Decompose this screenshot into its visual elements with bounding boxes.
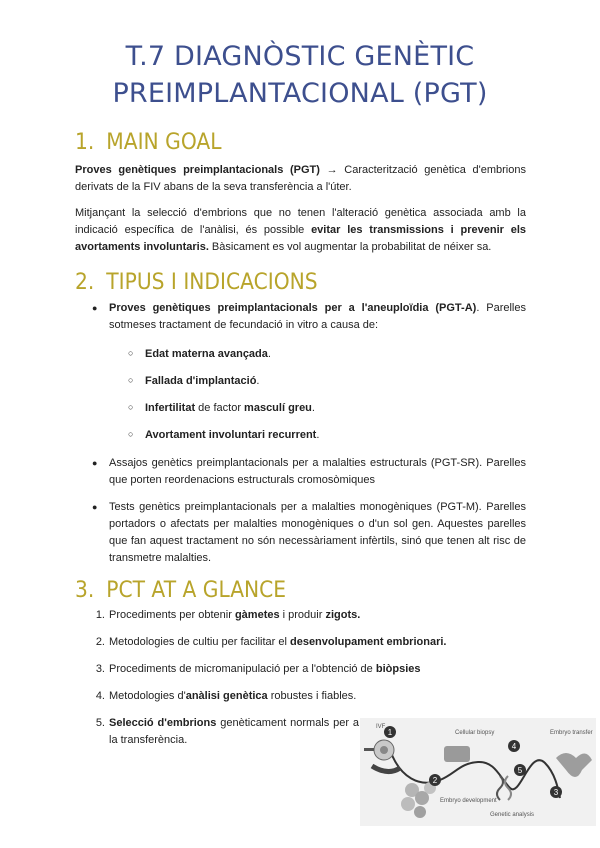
section-number: 1.	[75, 130, 95, 155]
bold-text: Selecció d'embrions	[109, 717, 217, 729]
text: .	[316, 429, 320, 441]
label-embryo-development: Embryo development	[440, 798, 497, 804]
list-item	[95, 634, 447, 651]
text: .	[256, 375, 260, 387]
biopsy-tool-icon	[444, 746, 470, 762]
bold-text: desenvolupament embrionari.	[289, 636, 447, 648]
sub-bullet-edat	[128, 346, 271, 363]
section-heading-main-goal	[75, 130, 222, 156]
step-badge	[384, 726, 396, 738]
sub-bullet-infertilitat	[128, 400, 315, 417]
bold-text: masculí greu	[244, 402, 312, 414]
bullet-icon: ●	[92, 458, 98, 468]
svg-text:2: 2	[432, 776, 438, 785]
bullet-pgt-sr	[92, 455, 526, 489]
circle-bullet-icon: ○	[128, 375, 134, 385]
bold-text: Fallada d'implantació	[145, 375, 257, 387]
svg-text:5: 5	[517, 766, 523, 775]
text: de factor	[195, 402, 245, 414]
text: Metodologies de cultiu per facilitar el	[109, 636, 290, 648]
title-line-1: T.7 DIAGNÒSTIC GENÈTIC	[125, 41, 475, 72]
list-item	[95, 661, 421, 678]
bold-text: zigots.	[325, 609, 361, 621]
bold-text: biòpsies	[375, 663, 421, 675]
bullet-pgt-m	[92, 499, 526, 567]
bold-text: Proves genètiques preimplantacionals per a l'aneuploïdia (PGT-A)	[109, 302, 477, 314]
list-number: 2.	[95, 636, 105, 648]
text: Tests genètics preimplantacionals per a malalties monogèniques (PGT-M). Parelles portadors o afectats per malalties monogèniques o d'un sol gen. Aquestes parelles que fan aquest tractament no són necessàriament infèrtils, sinó que tenen alt risc de transmetre malalties.	[109, 501, 526, 564]
svg-text:3: 3	[553, 788, 559, 797]
circle-bullet-icon: ○	[128, 348, 134, 358]
section-number: 2.	[75, 270, 95, 295]
uterus-icon	[556, 753, 592, 777]
pgt-diagram	[360, 718, 596, 826]
svg-text:1: 1	[387, 728, 393, 737]
bullet-icon: ●	[92, 502, 98, 512]
section-heading-tipus	[75, 270, 318, 296]
list-number: 1.	[95, 609, 105, 621]
page-title	[0, 38, 600, 112]
step-badge	[550, 786, 562, 798]
section-heading-pct	[75, 578, 286, 604]
bold-text: Proves genètiques preimplantacionals (PGT)	[75, 164, 320, 176]
text: i produir	[279, 609, 326, 621]
section-title: TIPUS I INDICACIONS	[106, 270, 318, 295]
bullet-pgt-a	[92, 300, 526, 334]
title-line-2: PREIMPLANTACIONAL (PGT)	[112, 78, 488, 109]
list-number: 4.	[95, 690, 105, 702]
label-cellular-biopsy: Cellular biopsy	[455, 730, 495, 736]
bold-text: Avortament involuntari recurrent	[145, 429, 317, 441]
label-genetic-analysis: Genetic analysis	[490, 812, 535, 818]
list-number: 3.	[95, 663, 105, 675]
text: Procediments de micromanipulació per a l'obtenció de	[109, 663, 376, 675]
text: → Caracterització genètica d'embrions derivats de la FIV abans de la seva transferència a l'úter.	[75, 164, 526, 193]
step-badge	[514, 764, 526, 776]
text: Procediments per obtenir	[109, 609, 235, 621]
bold-text: gàmetes	[234, 609, 280, 621]
list-item	[95, 715, 359, 749]
text: Assajos genètics preimplantacionals per a malalties estructurals (PGT-SR). Parelles que porten reordenacions estructurals cromosòmiques	[109, 457, 526, 486]
svg-text:4: 4	[511, 742, 517, 751]
section-title: PCT AT A GLANCE	[106, 578, 287, 603]
section-title: MAIN GOAL	[106, 130, 222, 155]
pgt-process-figure	[360, 718, 596, 826]
bullet-icon: ●	[92, 303, 98, 313]
bold-text: Edat materna avançada	[145, 348, 268, 360]
sub-bullet-fallada	[128, 373, 260, 390]
bold-text: Infertilitat	[145, 402, 196, 414]
text: .	[311, 402, 315, 414]
list-item	[95, 607, 361, 624]
circle-bullet-icon: ○	[128, 402, 134, 412]
label-ivf: IVF	[376, 724, 386, 730]
list-item	[95, 688, 357, 705]
section-number: 3.	[75, 578, 95, 603]
paragraph-pgt-definition	[75, 162, 526, 196]
paragraph-embryo-selection	[75, 205, 526, 256]
bold-text: evitar les transmissions i prevenir els avortaments involuntaris.	[75, 224, 526, 253]
bold-text: anàlisi genètica	[185, 690, 268, 702]
text: robustes i fiables.	[267, 690, 357, 702]
micropipette-icon	[364, 748, 374, 751]
text: .	[267, 348, 271, 360]
text: Mitjançant la selecció d'embrions que no tenen l'alteració genètica associada amb la indicació específica de l'anàlisi, és possible	[75, 207, 526, 236]
pipette-icon	[372, 766, 400, 772]
sub-bullet-avortament	[128, 427, 320, 444]
label-embryo-transfer: Embryo transfer	[550, 730, 593, 736]
step-badge	[508, 740, 520, 752]
circle-bullet-icon: ○	[128, 429, 134, 439]
step-badge	[429, 774, 441, 786]
oocyte-nucleus-icon	[380, 746, 388, 754]
text: Bàsicament es vol augmentar la probabilitat de néixer sa.	[208, 241, 492, 253]
text: . Parelles sotmeses tractament de fecundació in vitro a causa de:	[109, 302, 526, 331]
list-number: 5.	[95, 717, 105, 729]
text: Metodologies d'	[109, 690, 186, 702]
embryo-cells-icon	[401, 782, 436, 818]
text: genèticament normals per a la transferència.	[109, 717, 359, 746]
